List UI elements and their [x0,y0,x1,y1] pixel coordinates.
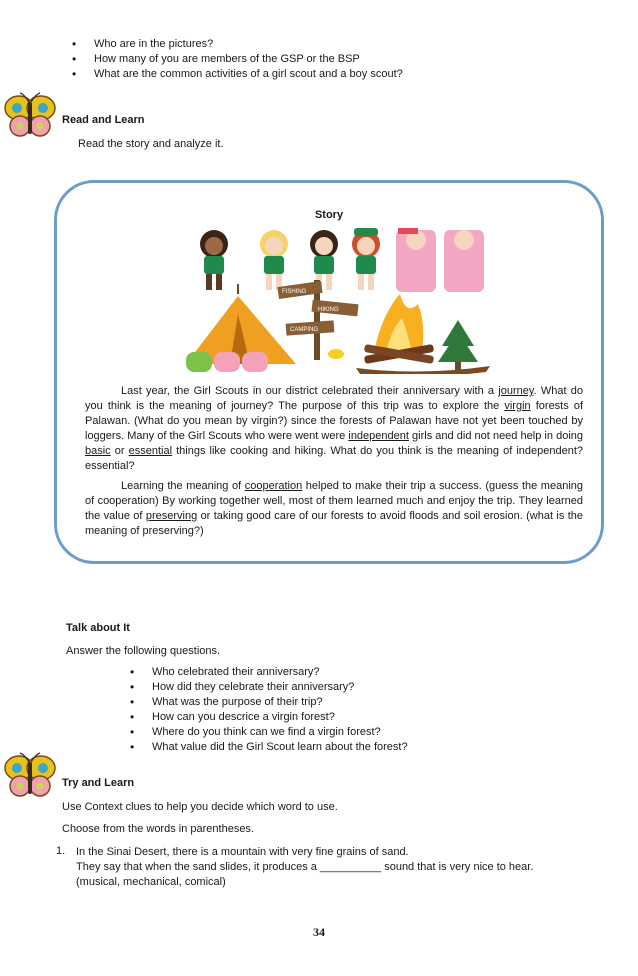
vocab-word: essential [128,445,173,457]
vocab-word: cooperation [244,480,303,492]
list-item: • How did they celebrate their anniversary? [152,680,408,695]
pine-tree [438,320,478,370]
svg-text:HIKING: HIKING [318,307,339,313]
story-paragraph-2: Learning the meaning of cooperation helped to make their trip a success. (guess the meaning of cooperation) By working together well, most of them learned much and enjoy the trip. They learned the value of preserving or taking good care of our forests to avoid floods and soil erosion. (what is the meaning of preserving?) [85,480,583,537]
item-number: 1. [56,845,66,857]
svg-text:CAMPING: CAMPING [290,327,319,333]
item-line-3: (musical, mechanical, comical) [76,876,226,888]
read-learn-instruction: Read the story and analyze it. [78,138,224,150]
try-line-1: Use Context clues to help you decide which word to use. [62,801,338,813]
try-line-2: Choose from the words in parentheses. [62,823,254,835]
intro-questions [94,37,403,82]
vocab-word: virgin [504,400,531,412]
svg-text:FISHING: FISHING [282,289,307,295]
page-number: 34 [313,925,325,939]
vocab-word: journey [498,385,534,397]
item-line-2: They say that when the sand slides, it produces a __________ sound that is very nice to hear. [76,861,534,873]
scout-figures [200,228,380,290]
vocab-word: independent [348,430,409,442]
butterfly-icon [2,752,58,802]
signpost [277,280,358,360]
scouts-camping-illustration [186,224,492,374]
story-paragraph-1: Last year, the Girl Scouts in our district celebrated their anniversary with a journey. What do you think is the meaning of journey? The purpose of this trip was to explore the virgin forests of Palawan. (What do you mean by virgin?) since the forests of Palawan have not yet been touched by loggers. Many of the Girl Scouts who were went were independent girls and did not need help in doing basic or essential things like cooking and hiking. What do you think is the meaning of independent? essential? [85,385,584,472]
canoe [356,366,490,374]
sleeping-bags [396,228,484,292]
list-item: • Where do you think can we find a virgin forest? [152,725,408,740]
story-box [54,180,604,564]
vocab-word: basic [85,445,111,457]
talk-questions [152,665,408,755]
list-item: • Who celebrated their anniversary? [152,665,408,680]
story-title: Story [314,209,344,221]
read-learn-heading: Read and Learn [62,114,145,126]
campfire [364,294,434,364]
list-item: • What value did the Girl Scout learn about the forest? [152,740,408,755]
talk-heading: Talk about It [66,622,130,634]
list-item: • What was the purpose of their trip? [152,695,408,710]
list-item: • Who are in the pictures? [94,37,403,52]
list-item: • How many of you are members of the GSP or the BSP [94,52,403,67]
item-line-1: In the Sinai Desert, there is a mountain with very fine grains of sand. [76,846,409,858]
butterfly-icon [2,92,58,142]
talk-instruction: Answer the following questions. [66,645,221,657]
bedrolls [186,352,268,372]
vocab-word: preserving [145,510,198,522]
list-item: • How can you descrice a virgin forest? [152,710,408,725]
fish-icon [328,349,344,359]
try-heading: Try and Learn [62,777,135,789]
list-item: • What are the common activities of a girl scout and a boy scout? [94,67,403,82]
